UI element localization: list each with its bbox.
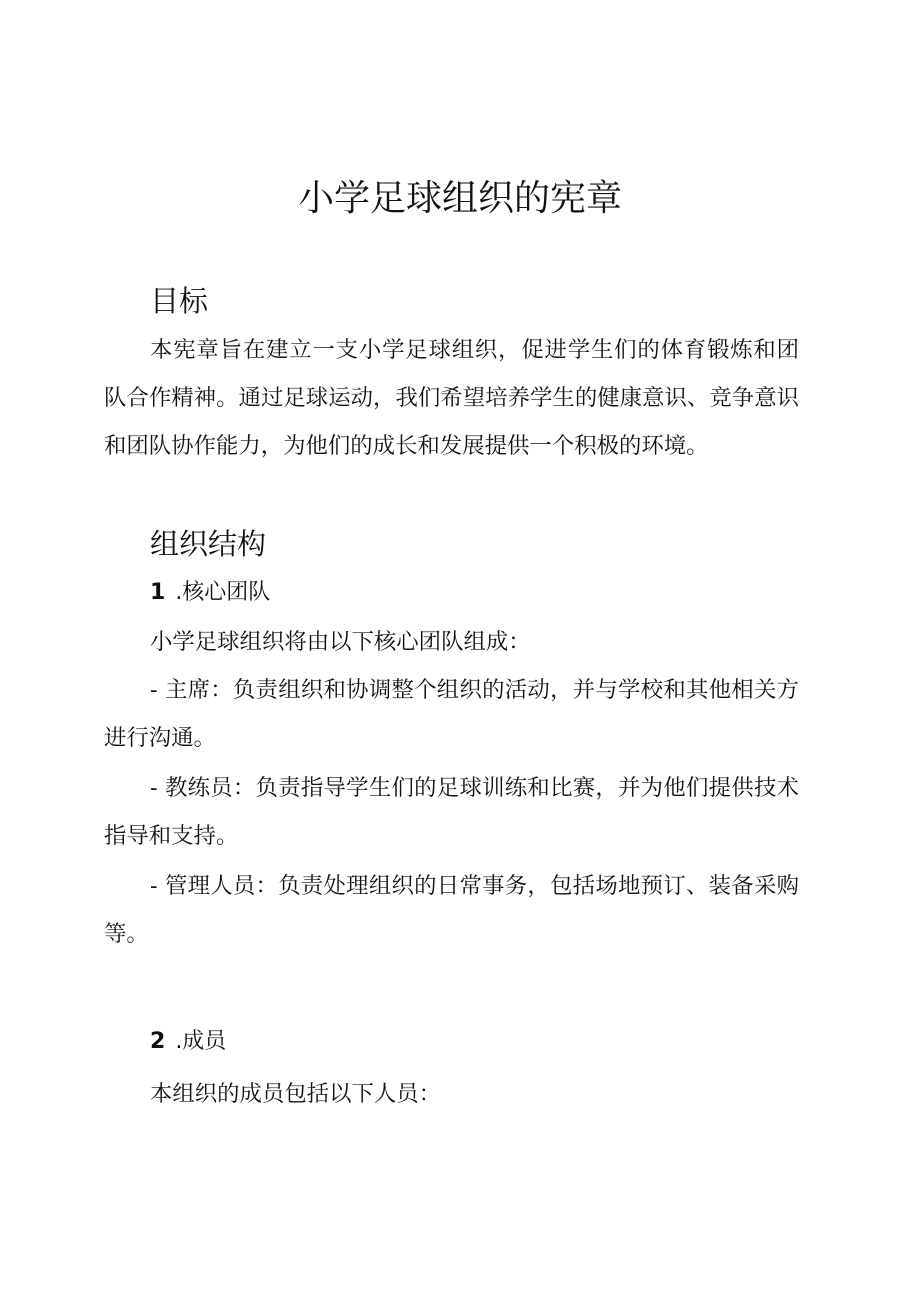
role-chairman: - 主席：负责组织和协调整个组织的活动，并与学校和其他相关方进行沟通。 — [104, 677, 799, 751]
role-manager: - 管理人员：负责处理组织的日常事务，包括场地预订、装备采购等。 — [104, 873, 799, 947]
subheading-members — [150, 1026, 226, 1058]
section-heading-goal: 目标 — [150, 284, 209, 318]
members-intro: 本组织的成员包括以下人员： — [150, 1081, 442, 1107]
subheading-number: 1 — [150, 580, 166, 605]
subheading-core-team — [150, 577, 270, 609]
page-title: 小学足球组织的宪章 — [297, 178, 622, 219]
role-coach: - 教练员：负责指导学生们的足球训练和比赛，并为他们提供技术指导和支持。 — [104, 775, 799, 849]
goal-paragraph: 本宪章旨在建立一支小学足球组织，促进学生们的体育锻炼和团队合作精神。通过足球运动，我们希望培养学生的健康意识、竞争意识和团队协作能力，为他们的成长和发展提供一个积极的环境。 — [104, 337, 799, 459]
subheading-label: .核心团队 — [175, 580, 271, 605]
core-team-intro: 小学足球组织将由以下核心团队组成： — [150, 629, 531, 655]
section-heading-structure: 组织结构 — [150, 527, 267, 561]
subheading-number: 2 — [150, 1029, 166, 1054]
subheading-label: .成员 — [175, 1029, 227, 1054]
